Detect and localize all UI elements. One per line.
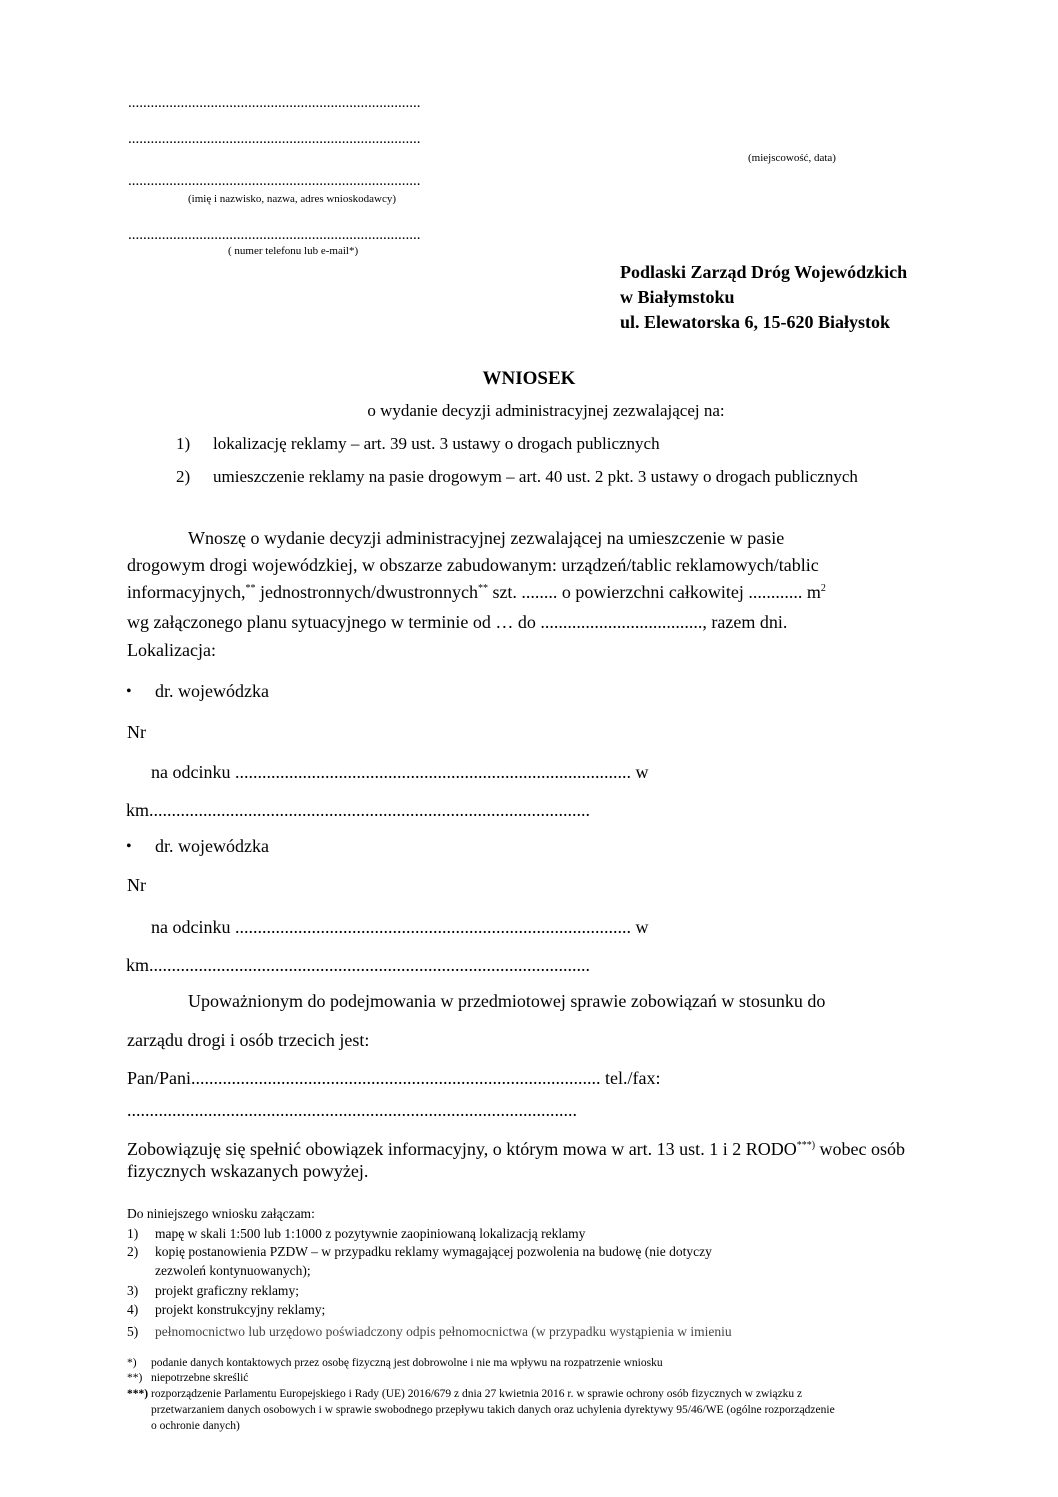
request-line-3	[127, 582, 826, 603]
attachment-num-3: 3)	[127, 1283, 139, 1298]
addressee-line-2: w Białymstoku	[620, 287, 735, 307]
road-label-1: dr. wojewódzka	[155, 681, 269, 701]
place-date-caption: (miejscowość, data)	[748, 152, 836, 164]
contact-line[interactable]: ..............................................................................	[128, 227, 421, 243]
request-line-4: wg załączonego planu sytuacyjnego w terminie od … do ...................................., razem dni.	[127, 612, 788, 632]
authorized-line-2: zarządu drogi i osób trzecich jest:	[127, 1030, 370, 1050]
footnote-3-line-1: rozporządzenie Parlamentu Europejskiego i Rady (UE) 2016/679 z dnia 27 kwietnia 2016 r. w sprawie ochrony osób fizycznych w związku z	[151, 1388, 803, 1400]
location-label: Lokalizacja:	[127, 640, 216, 660]
rodo-text-1b: wobec osób	[815, 1139, 906, 1159]
attachment-text-3: projekt graficzny reklamy;	[155, 1283, 299, 1298]
attachment-text-2: kopię postanowienia PZDW – w przypadku reklamy wymagającej pozwolenia na budowę (nie dotyczy	[155, 1244, 712, 1259]
rodo-line-2: fizycznych wskazanych powyżej.	[127, 1161, 369, 1181]
rodo-line-1	[127, 1139, 905, 1160]
attachment-text-5: pełnomocnictwo lub urzędowo poświadczony odpis pełnomocnictwa (w przypadku wystąpienia w imieniu	[155, 1324, 732, 1339]
request-line-3c: szt. ........ o powierzchni całkowitej ............ m	[487, 582, 821, 602]
attachment-num-5: 5)	[127, 1324, 139, 1339]
authorized-line-1: Upoważnionym do podejmowania w przedmiotowej sprawie zobowiązań w stosunku do	[188, 991, 826, 1011]
applicant-line-3[interactable]: ..............................................................................	[128, 173, 421, 189]
applicant-line-1[interactable]: ..............................................................................	[128, 95, 421, 111]
purpose-text-1: lokalizację reklamy – art. 39 ust. 3 ustawy o drogach publicznych	[213, 434, 660, 453]
request-line-3b: jednostronnych/dwustronnych	[255, 582, 478, 602]
request-line-3a: informacyjnych,	[127, 582, 246, 602]
footnote-mark: ***)	[796, 1140, 816, 1151]
footnote-3-line-2: przetwarzaniem danych osobowych i w sprawie swobodnego przepływu takich danych oraz uchylenia dyrektywy 95/46/WE (ogólne rozporządzenie	[151, 1404, 835, 1416]
road-label-2: dr. wojewódzka	[155, 836, 269, 856]
unit-exponent: 2	[820, 583, 826, 594]
bullet-icon: •	[126, 838, 132, 855]
km-field-1[interactable]: km..................................................................................................	[126, 800, 591, 820]
footnote-mark: **	[245, 583, 256, 594]
rodo-text-1a: Zobowiązuję się spełnić obowiązek informacyjny, o którym mowa w art. 13 ust. 1 i 2 RODO	[127, 1139, 797, 1159]
section-field-2[interactable]: na odcinku ........................................................................................ w	[151, 917, 649, 937]
attachment-num-1: 1)	[127, 1226, 139, 1241]
document-title: WNIOSEK	[482, 368, 576, 389]
attachments-heading: Do niniejszego wniosku załączam:	[127, 1206, 315, 1221]
road-nr-1[interactable]: Nr	[127, 722, 146, 742]
addressee-line-1: Podlaski Zarząd Dróg Wojewódzkich	[620, 262, 908, 282]
applicant-caption: (imię i nazwisko, nazwa, adres wnioskodawcy)	[188, 193, 397, 205]
request-line-2: drogowym drogi wojewódzkiej, w obszarze zabudowanym: urządzeń/tablic reklamowych/tablic	[127, 555, 819, 575]
attachment-text-1: mapę w skali 1:500 lub 1:1000 z pozytywnie zaopiniowaną lokalizacją reklamy	[155, 1226, 586, 1241]
contact-caption: ( numer telefonu lub e-mail*)	[228, 245, 359, 257]
footnote-2-mark: **)	[127, 1372, 143, 1384]
km-field-2[interactable]: km..................................................................................................	[126, 955, 591, 975]
applicant-line-2[interactable]: ..............................................................................	[128, 131, 421, 147]
bullet-icon: •	[126, 683, 132, 700]
addressee-line-3: ul. Elewatorska 6, 15-620 Białystok	[620, 312, 891, 332]
authorized-person-field[interactable]: Pan/Pani........................................................................................... tel./fax:	[127, 1068, 661, 1088]
footnote-2-text: niepotrzebne skreślić	[151, 1372, 249, 1384]
attachment-num-4: 4)	[127, 1302, 139, 1317]
authorized-extra-field[interactable]: ....................................................................................................	[127, 1100, 577, 1120]
section-field-1[interactable]: na odcinku ........................................................................................ w	[151, 762, 649, 782]
footnote-3-line-3: o ochronie danych)	[151, 1420, 240, 1432]
road-nr-2[interactable]: Nr	[127, 875, 146, 895]
attachment-num-2: 2)	[127, 1244, 139, 1259]
footnote-mark: **	[477, 583, 488, 594]
footnote-3-mark: ***)	[127, 1388, 149, 1400]
document-subtitle: o wydanie decyzji administracyjnej zezwalającej na:	[367, 401, 725, 420]
purpose-num-2: 2)	[176, 467, 191, 486]
footnote-1-mark: *)	[127, 1357, 137, 1369]
attachment-text-2b: zezwoleń kontynuowanych);	[155, 1263, 311, 1278]
footnote-1-text: podanie danych kontaktowych przez osobę fizyczną jest dobrowolne i nie ma wpływu na rozpatrzenie wniosku	[151, 1357, 663, 1369]
purpose-num-1: 1)	[176, 434, 191, 453]
attachment-text-4: projekt konstrukcyjny reklamy;	[155, 1302, 326, 1317]
purpose-text-2: umieszczenie reklamy na pasie drogowym – art. 40 ust. 2 pkt. 3 ustawy o drogach publicznych	[213, 467, 858, 486]
request-line-1: Wnoszę o wydanie decyzji administracyjnej zezwalającej na umieszczenie w pasie	[188, 528, 785, 548]
